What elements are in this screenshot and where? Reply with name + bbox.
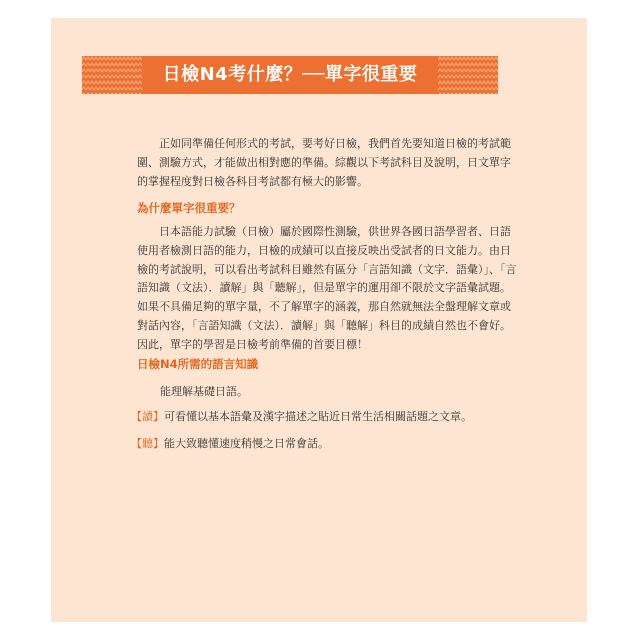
intro-paragraph: 正如同準備任何形式的考試，要考好日檢，我們首先要知道日檢的考試範圍、測驗方式，才能做出相對應的準備。綜觀以下考試科目及說明，日文單字的掌握程度對日檢各科目考試都有極大的影響。 [137,137,511,188]
listening-tag: 【聽】 [131,437,164,450]
section-heading-n4-knowledge: 日檢N4所需的語言知識 [137,357,259,371]
section-heading-why-vocabulary: 為什麼單字很重要？ [137,201,241,215]
n4-listening-line [131,435,329,451]
section-body-why-vocabulary: 日本語能力試驗（日檢）屬於國際性測驗，供世界各國日語學習者、日語使用者檢測日語的能力，日檢的成績可以直接反映出受試者的日文能力。由日檢的考試說明，可以看出考試科目雖然有區分「言語知識（文字．語彙）」、「言語知識（文法）．讀解」與「聽解」，但是單字的運用卻不限於文字語彙試題。如果不具備足夠的單字量，不了解單字的涵義，那自然就無法全盤理解文章或對話內容，「言語知識（文法）．讀解」與「聽解」科目的成績自然也不會好。因此，單字的學習是日檢考前準備的首要目標！ [137,225,517,351]
reading-text: 可看懂以基本語彙及漢字描述之貼近日常生活相關話題之文章。 [164,410,472,423]
listening-text: 能大致聽懂速度稍慢之日常會話。 [164,437,329,450]
banner-title: 日檢N4考什麼？──單字很重要 [162,64,418,85]
n4-reading-line [131,408,472,424]
n4-summary: 能理解基礎日語。 [160,385,248,398]
title-banner [82,56,498,94]
reading-tag: 【讀】 [131,410,164,423]
